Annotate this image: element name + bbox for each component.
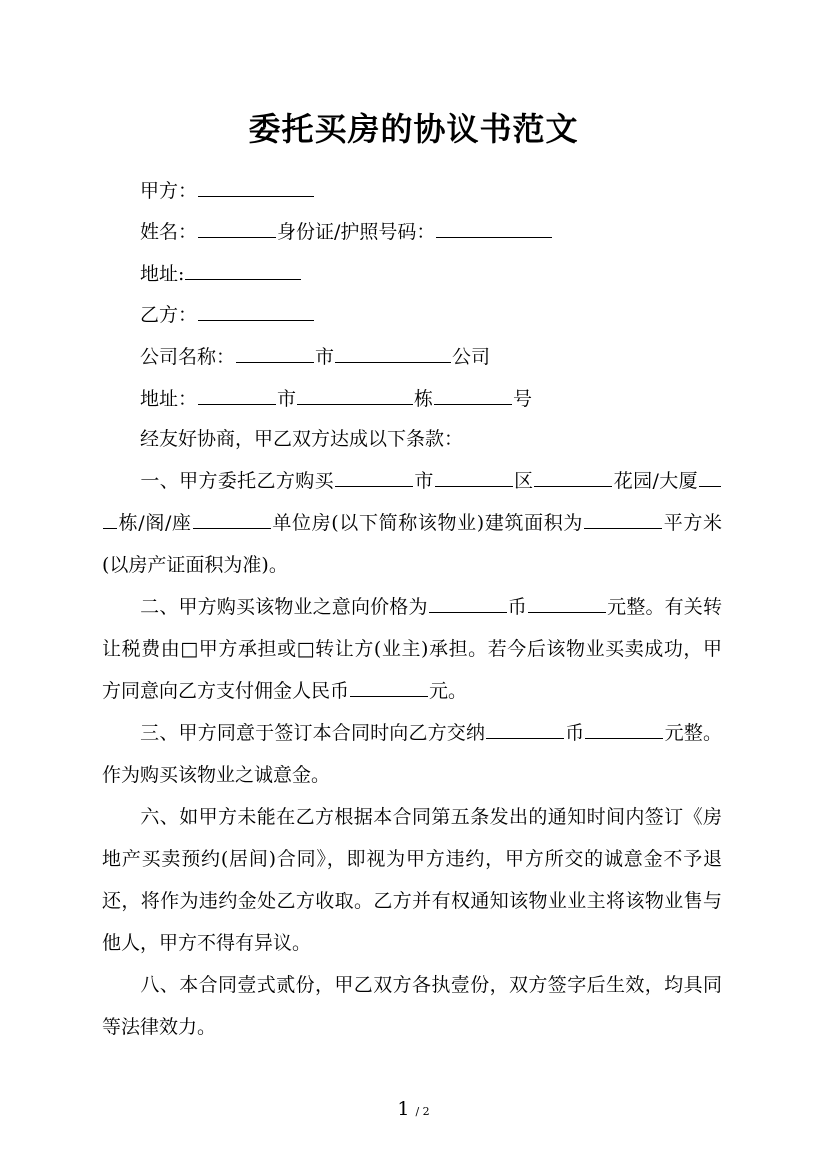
clause-1-blank-building-a [699, 468, 721, 487]
name-line [140, 219, 553, 243]
address-b-line [140, 386, 532, 410]
clause-8 [102, 964, 722, 1048]
clause-8-text: 八、本合同壹式贰份，甲乙双方各执壹份，双方签字后生效，均具同等法律效力。 [102, 974, 722, 1038]
clause-2-blank-amount [528, 594, 606, 613]
address-b-number-blank [434, 386, 512, 405]
address-b-city-blank [198, 386, 276, 405]
name-blank [198, 219, 276, 238]
address-b-city: 市 [277, 388, 297, 410]
clause-2-text-1: 二、甲方购买该物业之意向价格为 [140, 596, 428, 618]
address-a-label: 地址: [140, 263, 185, 285]
clause-3 [102, 712, 722, 796]
address-b-label: 地址： [140, 388, 198, 410]
party-a-label: 甲方： [140, 180, 198, 202]
clause-1-blank-district [435, 468, 513, 487]
clause-2-blank-currency [429, 594, 507, 613]
clause-1 [102, 460, 722, 586]
clause-1-blank-unit [193, 510, 271, 529]
party-a-blank [198, 178, 314, 197]
clause-1-blank-area [584, 510, 662, 529]
clause-2 [102, 586, 722, 712]
clause-1-text-5: 栋/阁/座 [118, 512, 192, 534]
clause-2-blank-commission [350, 678, 428, 697]
document-title: 委托买房的协议书范文 [248, 110, 579, 148]
company-city-blank [236, 344, 314, 363]
clause-3-text-1: 三、甲方同意于签订本合同时向乙方交纳 [140, 722, 486, 744]
clause-1-text-6: 单位房(以下简称该物业)建筑面积为 [271, 512, 584, 534]
address-a-line [140, 261, 302, 285]
company-line [140, 344, 490, 368]
name-label: 姓名： [140, 221, 198, 243]
clause-1-blank-city [335, 468, 413, 487]
clause-3-blank-currency [486, 720, 564, 739]
clause-1-text-7: 平方米(以房产证面积为准)。 [102, 512, 722, 576]
address-b-number: 号 [513, 388, 533, 410]
clause-1-blank-estate [534, 468, 612, 487]
clause-6-text: 六、如甲方未能在乙方根据本合同第五条发出的通知时间内签订《房地产买卖预约(居间)合同》，即视为甲方违约，甲方所交的诚意金不予退还，将作为违约金处乙方收取。乙方并有权通知该物业业主将该物业售与他人，甲方不得有异议。 [102, 806, 722, 954]
clause-1-text-2: 市 [413, 470, 434, 492]
clause-3-blank-amount [585, 720, 663, 739]
clause-2-text-2: 币 [507, 596, 527, 618]
party-b-label: 乙方： [140, 304, 198, 326]
company-suffix: 公司 [452, 346, 491, 368]
clause-6 [102, 796, 722, 964]
clause-1-text-3: 区 [513, 470, 534, 492]
party-b-blank [198, 302, 314, 321]
address-a-blank [185, 261, 301, 280]
page-number [0, 1098, 827, 1120]
party-a-line [140, 178, 315, 202]
clause-1-blank-building-b [103, 510, 117, 529]
clause-2-text-4: 元。 [429, 680, 468, 702]
clause-2-text-3: 元整。有关转让税费由□甲方承担或□转让方(业主)承担。若今后该物业买卖成功，甲方同意向乙方支付佣金人民币 [102, 596, 722, 702]
company-city: 市 [315, 346, 335, 368]
intro-line: 经友好协商，甲乙双方达成以下条款： [140, 428, 464, 450]
id-label: 身份证/护照号码： [277, 221, 436, 243]
address-b-building-blank [297, 386, 413, 405]
clause-1-text-4: 花园/大厦 [613, 470, 698, 492]
page-total: / 2 [415, 1105, 430, 1118]
company-name-blank [335, 344, 451, 363]
clause-1-text-1: 一、甲方委托乙方购买 [140, 470, 334, 492]
address-b-building: 栋 [414, 388, 434, 410]
party-b-line [140, 302, 315, 326]
id-blank [436, 219, 552, 238]
company-label: 公司名称： [140, 346, 236, 368]
page-current: 1 [397, 1098, 410, 1120]
clause-3-text-2: 币 [565, 722, 585, 744]
clause-3-text-3: 元整。作为购买该物业之诚意金。 [102, 722, 722, 786]
